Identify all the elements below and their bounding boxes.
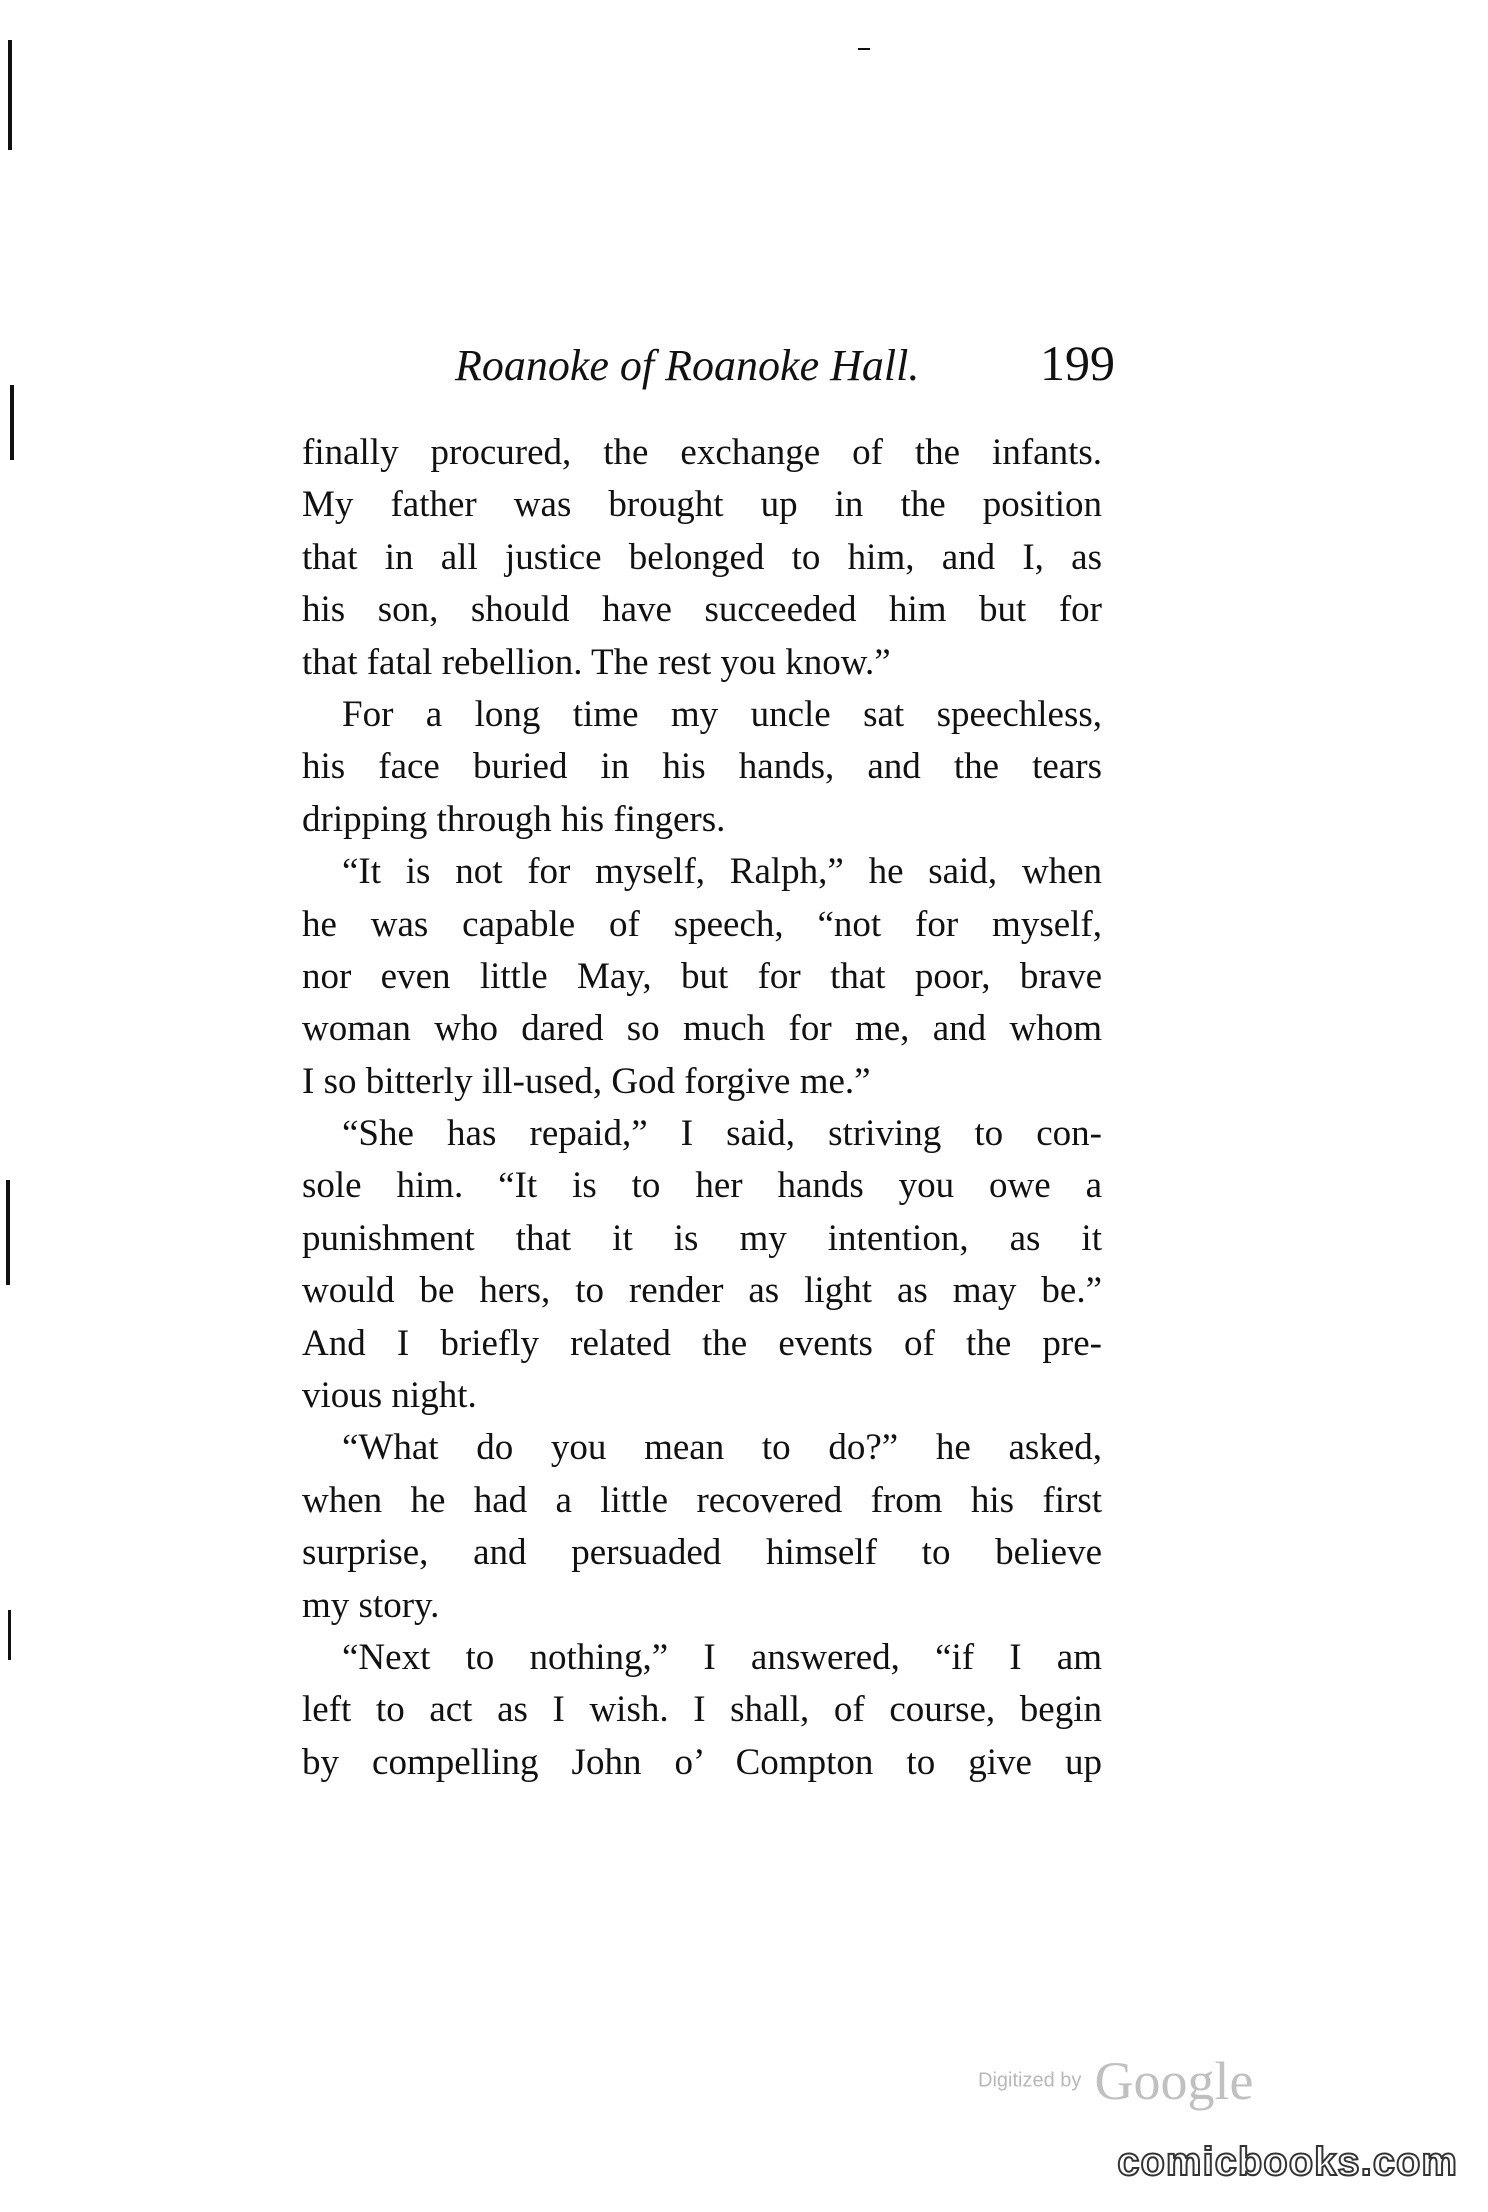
text-line: would be hers, to render as light as may be.” <box>302 1270 1102 1312</box>
text-line: my story. <box>302 1584 440 1626</box>
site-watermark: comicbooks.com <box>1117 2140 1458 2184</box>
body-text <box>302 427 1102 1789</box>
running-title: Roanoke of Roanoke Hall. <box>455 341 920 390</box>
digitized-by-stamp <box>978 2050 1253 2120</box>
text-line: My father was brought up in the position <box>302 484 1102 526</box>
text-line: by compelling John o’ Compton to give up <box>302 1741 1102 1783</box>
text-line: punishment that it is my intention, as it <box>302 1217 1102 1259</box>
text-line: woman who dared so much for me, and whom <box>302 1008 1102 1050</box>
scan-edge-mark <box>6 1180 10 1285</box>
running-head <box>455 330 1115 410</box>
text-line: left to act as I wish. I shall, of course, begin <box>302 1689 1102 1731</box>
text-line: dripping through his fingers. <box>302 798 726 840</box>
text-line: “What do you mean to do?” he asked, <box>342 1427 1102 1469</box>
page-number: 199 <box>1040 335 1115 391</box>
google-logo-text: Google <box>1094 2051 1254 2111</box>
text-line: when he had a little recovered from his first <box>302 1479 1102 1521</box>
text-line: nor even little May, but for that poor, brave <box>302 955 1102 997</box>
text-line: “Next to nothing,” I answered, “if I am <box>342 1636 1102 1678</box>
scan-edge-mark <box>10 385 14 460</box>
text-line: sole him. “It is to her hands you owe a <box>302 1165 1102 1207</box>
text-line: his son, should have succeeded him but for <box>302 589 1102 631</box>
text-line: For a long time my uncle sat speechless, <box>342 693 1102 735</box>
text-line: that fatal rebellion. The rest you know.” <box>302 641 891 683</box>
text-line: that in all justice belonged to him, and I, as <box>302 536 1102 578</box>
text-line: he was capable of speech, “not for myself, <box>302 903 1102 945</box>
text-line: finally procured, the exchange of the infants. <box>302 432 1102 473</box>
text-line: I so bitterly ill-used, God forgive me.” <box>302 1060 871 1102</box>
scan-edge-mark <box>8 1610 11 1660</box>
scan-edge-mark <box>8 40 12 150</box>
text-line: “She has repaid,” I said, striving to con- <box>342 1113 1102 1155</box>
text-line: his face buried in his hands, and the tears <box>302 746 1102 788</box>
text-line: “It is not for myself, Ralph,” he said, when <box>342 851 1102 893</box>
scan-speck <box>858 48 870 50</box>
digitized-prefix: Digitized by <box>978 2069 1082 2092</box>
text-line: surprise, and persuaded himself to believe <box>302 1532 1102 1574</box>
text-line: vious night. <box>302 1375 477 1417</box>
text-line: And I briefly related the events of the pre- <box>302 1322 1102 1364</box>
